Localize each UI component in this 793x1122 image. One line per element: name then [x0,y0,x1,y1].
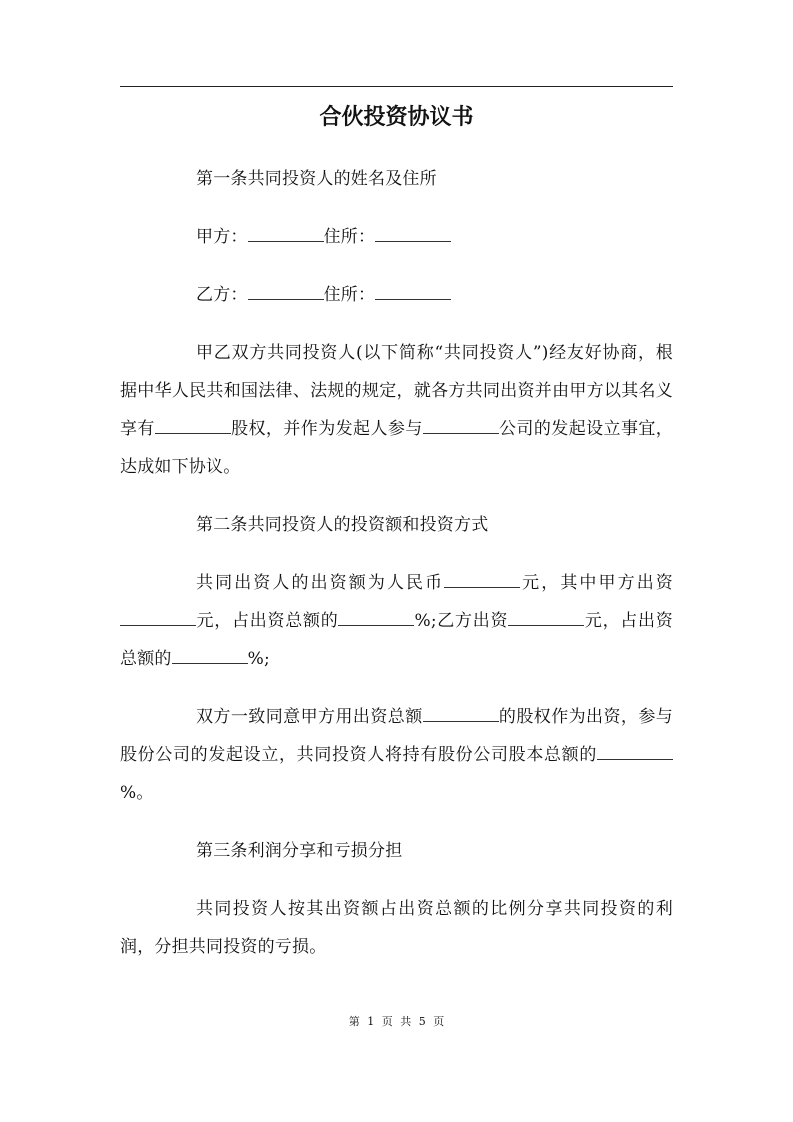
company-name-blank [423,419,499,434]
document-body [120,160,673,986]
section-2-heading: 第二条共同投资人的投资额和投资方式 [196,515,489,535]
party-a-label: 甲方： [196,227,248,247]
party-a-percent-blank [338,611,414,626]
preamble-text-1: 甲乙双方共同投资人(以下简称“共同投资人”)经友好协商，根据中华人民共和国法律、法规的规定，就各方共同出资并由甲方以其名义享有 [120,343,673,439]
header-rule [120,86,673,87]
party-b-address-blank [375,285,451,300]
section-1-heading: 第一条共同投资人的姓名及住所 [196,169,437,189]
party-b-address-label: 住所： [323,285,376,305]
total-capital-blank [444,573,520,588]
capital-text-6: %; [247,649,270,669]
preamble-text-3: 公司的发起设立事宜，达成如下协议。 [120,419,674,477]
equity-amount-blank [423,707,499,722]
party-a-name-blank [248,227,324,242]
party-a-line [120,218,673,256]
party-a-address-blank [375,227,451,242]
document-title: 合伙投资协议书 [319,104,474,130]
preamble-text-2: 股权，并作为发起人参与 [230,419,423,439]
preamble-paragraph [120,334,673,486]
party-b-name-blank [248,285,324,300]
capital-text-5: 元，占出资总额的 [120,611,673,669]
equity-blank [155,419,231,434]
capital-paragraph [120,564,673,678]
party-b-percent-blank [172,649,248,664]
party-b-line [120,276,673,314]
party-b-label: 乙方： [196,285,248,305]
share-percent-blank [597,745,673,760]
capital-text-2: 元，其中甲方出资 [520,573,673,593]
equity-contribution-paragraph [120,698,673,812]
party-a-address-label: 住所： [323,227,376,247]
party-b-capital-blank [508,611,584,626]
capital-text-1: 共同出资人的出资额为人民币 [196,573,445,593]
equity-text-1: 双方一致同意甲方用出资总额 [196,707,423,727]
capital-text-3: 元，占出资总额的 [196,611,339,631]
capital-text-4: %;乙方出资 [414,611,509,631]
party-a-capital-blank [120,611,196,626]
profit-loss-paragraph: 共同投资人按其出资额占出资总额的比例分享共同投资的利润，分担共同投资的亏损。 [120,899,673,957]
page-footer: 第 1 页 共 5 页 [348,1015,445,1028]
section-3-heading: 第三条利润分享和亏损分担 [196,841,403,861]
equity-text-2: 的股权作为出资，参与股份公司的发起设立，共同投资人将持有股份公司股本总额的 [120,707,673,765]
equity-text-3: %。 [120,783,154,803]
